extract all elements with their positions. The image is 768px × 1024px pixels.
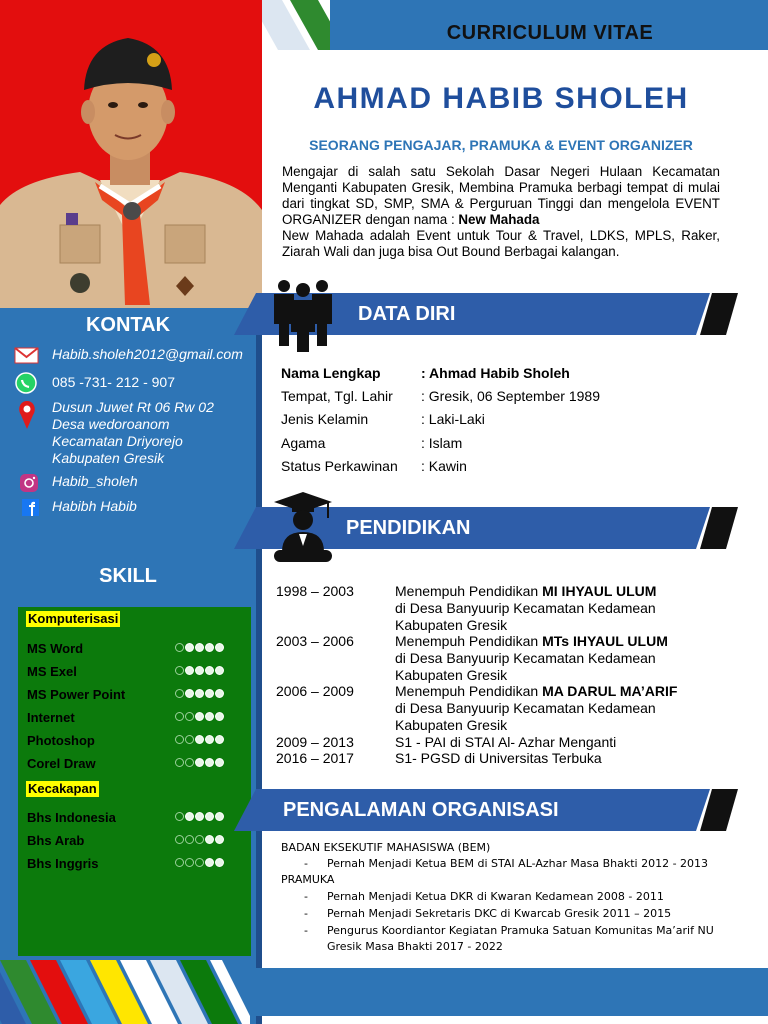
contact-facebook[interactable] bbox=[14, 498, 254, 518]
rating-dot bbox=[195, 666, 204, 675]
contact-email[interactable] bbox=[14, 346, 254, 364]
org-item-text: Pernah Menjadi Sekretaris DKC di Kwarcab Gresik 2011 – 2015 bbox=[327, 907, 672, 920]
data-value: : Laki-Laki bbox=[421, 411, 485, 427]
education-years: 1998 – 2003 bbox=[276, 583, 354, 599]
rating-dot bbox=[175, 666, 184, 675]
skill-rating bbox=[175, 835, 225, 847]
skill-box bbox=[18, 607, 251, 956]
rating-dot bbox=[185, 735, 194, 744]
contact-address bbox=[14, 399, 254, 469]
intro-brand: New Mahada bbox=[458, 212, 540, 227]
org-item bbox=[304, 856, 754, 872]
data-key: Nama Lengkap bbox=[281, 365, 381, 381]
facebook-icon bbox=[22, 498, 48, 518]
rating-dot bbox=[175, 835, 184, 844]
data-row bbox=[281, 365, 721, 387]
instagram-text: Habib_sholeh bbox=[52, 473, 138, 489]
intro-text: Mengajar di salah satu Sekolah Dasar Negeri Hulaan Kecamatan Menganti Kabupaten Gresik, Membina Pramuka berbagi tempat di mulai dari tingkat SD, SMP, SMA & Perguruan Tinggi dan mengelola EVENT ORGANIZER dengan nama : bbox=[282, 164, 720, 227]
bottom-band bbox=[220, 968, 768, 1016]
rating-dot bbox=[175, 812, 184, 821]
rating-dot bbox=[175, 643, 184, 652]
rating-dot bbox=[195, 835, 204, 844]
skill-name: MS Power Point bbox=[27, 687, 126, 702]
skill-name: Bhs Arab bbox=[27, 833, 85, 848]
rating-dot bbox=[195, 689, 204, 698]
skill-row bbox=[27, 856, 242, 874]
skill-row bbox=[27, 664, 242, 682]
pendidikan-title: PENDIDIKAN bbox=[346, 517, 471, 539]
education-years: 2003 – 2006 bbox=[276, 633, 354, 649]
rating-dot bbox=[195, 758, 204, 767]
org-item-dash: - bbox=[304, 907, 308, 920]
education-years: 2016 – 2017 bbox=[276, 750, 354, 766]
skill-row bbox=[27, 833, 242, 851]
contact-phone[interactable] bbox=[14, 374, 254, 394]
rating-dot bbox=[175, 712, 184, 721]
rating-dot bbox=[205, 858, 214, 867]
data-row bbox=[281, 458, 721, 480]
data-key: Jenis Kelamin bbox=[281, 411, 369, 427]
location-pin-icon bbox=[18, 401, 44, 431]
data-row bbox=[281, 388, 721, 410]
education-item bbox=[276, 633, 736, 684]
rating-dot bbox=[215, 858, 224, 867]
rating-dot bbox=[215, 643, 224, 652]
org-group-name: BADAN EKSEKUTIF MAHASISWA (BEM) bbox=[281, 841, 491, 854]
profile-photo bbox=[0, 0, 262, 308]
rating-dot bbox=[215, 812, 224, 821]
skill-row bbox=[27, 641, 242, 659]
org-item-dash: - bbox=[304, 924, 308, 937]
org-item-dash: - bbox=[304, 857, 308, 870]
person-name: AHMAD HABIB SHOLEH bbox=[313, 82, 689, 115]
rating-dot bbox=[205, 689, 214, 698]
organisasi-bar bbox=[234, 789, 746, 831]
education-rest: di Desa Banyuurip Kecamatan Kedamean Kabupaten Gresik bbox=[395, 650, 656, 683]
skill-rating bbox=[175, 666, 225, 678]
rating-dot bbox=[215, 666, 224, 675]
skill-rating bbox=[175, 712, 225, 724]
education-desc: S1 - PAI di STAI Al- Azhar Menganti bbox=[395, 734, 617, 750]
education-prefix: Menempuh Pendidikan bbox=[395, 633, 543, 649]
org-item-text: Pernah Menjadi Ketua DKR di Kwaran Kedamean 2008 - 2011 bbox=[327, 890, 664, 903]
data-key: Status Perkawinan bbox=[281, 458, 398, 474]
rating-dot bbox=[205, 835, 214, 844]
education-item bbox=[276, 683, 736, 734]
rating-dot bbox=[185, 643, 194, 652]
rating-dot bbox=[195, 735, 204, 744]
rating-dot bbox=[185, 858, 194, 867]
rating-dot bbox=[205, 812, 214, 821]
data-value: : Kawin bbox=[421, 458, 467, 474]
skill-rating bbox=[175, 858, 225, 870]
address-line: Kabupaten Gresik bbox=[52, 450, 165, 466]
rating-dot bbox=[215, 712, 224, 721]
rating-dot bbox=[195, 812, 204, 821]
rating-dot bbox=[205, 666, 214, 675]
education-item bbox=[276, 583, 736, 634]
org-item bbox=[304, 889, 754, 905]
education-years: 2009 – 2013 bbox=[276, 734, 354, 750]
rating-dot bbox=[175, 689, 184, 698]
education-rest: di Desa Banyuurip Kecamatan Kedamean Kabupaten Gresik bbox=[395, 600, 656, 633]
graduate-icon bbox=[270, 490, 336, 564]
education-rest: di Desa Banyuurip Kecamatan Kedamean Kabupaten Gresik bbox=[395, 700, 656, 733]
left-column-edge bbox=[256, 308, 262, 1024]
rating-dot bbox=[195, 643, 204, 652]
education-years: 2006 – 2009 bbox=[276, 683, 354, 699]
skill-row bbox=[27, 710, 242, 728]
skill-rating bbox=[175, 735, 225, 747]
rating-dot bbox=[215, 689, 224, 698]
rating-dot bbox=[195, 712, 204, 721]
bottom-stripes bbox=[0, 960, 250, 1024]
rating-dot bbox=[215, 735, 224, 744]
email-text: Habib.sholeh2012@gmail.com bbox=[52, 346, 243, 362]
intro-paragraph bbox=[282, 164, 720, 260]
data-value: : Ahmad Habib Sholeh bbox=[421, 365, 570, 381]
address-line: Kecamatan Driyorejo bbox=[52, 433, 183, 449]
rating-dot bbox=[185, 758, 194, 767]
facebook-text: Habibh Habib bbox=[52, 498, 137, 514]
education-school: MTs IHYAUL ULUM bbox=[542, 633, 668, 649]
rating-dot bbox=[185, 812, 194, 821]
data-row bbox=[281, 411, 721, 433]
rating-dot bbox=[195, 858, 204, 867]
org-group-name: PRAMUKA bbox=[281, 873, 335, 886]
education-item bbox=[276, 734, 736, 751]
skill-row bbox=[27, 733, 242, 751]
education-school: MA DARUL MA’ARIF bbox=[542, 683, 678, 699]
data-value: : Gresik, 06 September 1989 bbox=[421, 388, 600, 404]
skill-rating bbox=[175, 758, 225, 770]
education-desc: S1- PGSD di Universitas Terbuka bbox=[395, 750, 602, 766]
organisasi-title: PENGALAMAN ORGANISASI bbox=[283, 799, 559, 821]
education-desc bbox=[395, 683, 725, 734]
rating-dot bbox=[205, 643, 214, 652]
education-item bbox=[276, 750, 736, 767]
skill-rating bbox=[175, 643, 225, 655]
person-photo-illustration bbox=[0, 0, 262, 308]
skill-row bbox=[27, 810, 242, 828]
skill-name: Bhs Inggris bbox=[27, 856, 99, 871]
skill-rating bbox=[175, 812, 225, 824]
org-item-dash: - bbox=[304, 890, 308, 903]
people-icon bbox=[270, 278, 336, 352]
instagram-icon bbox=[20, 473, 46, 493]
skill-row bbox=[27, 756, 242, 774]
intro-text-2: New Mahada adalah Event untuk Tour & Travel, LDKS, MPLS, Raker, Ziarah Wali dan juga bisa Out Bound Berbagai kalangan. bbox=[282, 228, 720, 259]
education-prefix: Menempuh Pendidikan bbox=[395, 683, 543, 699]
whatsapp-icon bbox=[14, 372, 40, 394]
skill-name: Photoshop bbox=[27, 733, 95, 748]
skill-name: Corel Draw bbox=[27, 756, 96, 771]
org-item-text: Pengurus Koordiantor Kegiatan Pramuka Satuan Komunitas Ma’arif NU Gresik Masa Bhakti 2017 - 2022 bbox=[327, 924, 714, 953]
phone-text: 085 -731- 212 - 907 bbox=[52, 374, 175, 390]
contact-instagram[interactable] bbox=[14, 473, 254, 493]
email-icon bbox=[14, 346, 40, 364]
person-subtitle: SEORANG PENGAJAR, PRAMUKA & EVENT ORGANIZER bbox=[309, 137, 693, 153]
skill-category-komputerisasi: Komputerisasi bbox=[28, 611, 119, 626]
address-line: Desa wedoroanom bbox=[52, 416, 170, 432]
org-item bbox=[304, 923, 754, 957]
rating-dot bbox=[205, 758, 214, 767]
rating-dot bbox=[175, 858, 184, 867]
education-prefix: Menempuh Pendidikan bbox=[395, 583, 543, 599]
education-school: MI IHYAUL ULUM bbox=[542, 583, 657, 599]
skill-rating bbox=[175, 689, 225, 701]
skill-name: Bhs Indonesia bbox=[27, 810, 116, 825]
rating-dot bbox=[205, 712, 214, 721]
rating-dot bbox=[205, 735, 214, 744]
rating-dot bbox=[215, 835, 224, 844]
data-value: : Islam bbox=[421, 435, 463, 451]
org-item-text: Pernah Menjadi Ketua BEM di STAI AL-Azhar Masa Bhakti 2012 - 2013 bbox=[327, 857, 709, 870]
cv-title: CURRICULUM VITAE bbox=[446, 22, 654, 44]
data-row bbox=[281, 435, 721, 457]
data-key: Tempat, Tgl. Lahir bbox=[281, 388, 393, 404]
address-line: Dusun Juwet Rt 06 Rw 02 bbox=[52, 399, 214, 415]
rating-dot bbox=[185, 689, 194, 698]
rating-dot bbox=[175, 758, 184, 767]
rating-dot bbox=[175, 735, 184, 744]
education-desc bbox=[395, 633, 725, 684]
skill-name: Internet bbox=[27, 710, 75, 725]
skill-title: SKILL bbox=[99, 565, 157, 587]
org-item bbox=[304, 906, 754, 922]
education-desc bbox=[395, 583, 725, 634]
rating-dot bbox=[185, 835, 194, 844]
rating-dot bbox=[185, 712, 194, 721]
rating-dot bbox=[215, 758, 224, 767]
skill-category-kecakapan: Kecakapan bbox=[28, 781, 97, 796]
skill-name: MS Exel bbox=[27, 664, 77, 679]
rating-dot bbox=[185, 666, 194, 675]
skill-name: MS Word bbox=[27, 641, 84, 656]
skill-row bbox=[27, 687, 242, 705]
kontak-title: KONTAK bbox=[85, 314, 171, 336]
data-key: Agama bbox=[281, 435, 326, 451]
data-diri-title: DATA DIRI bbox=[358, 303, 456, 325]
